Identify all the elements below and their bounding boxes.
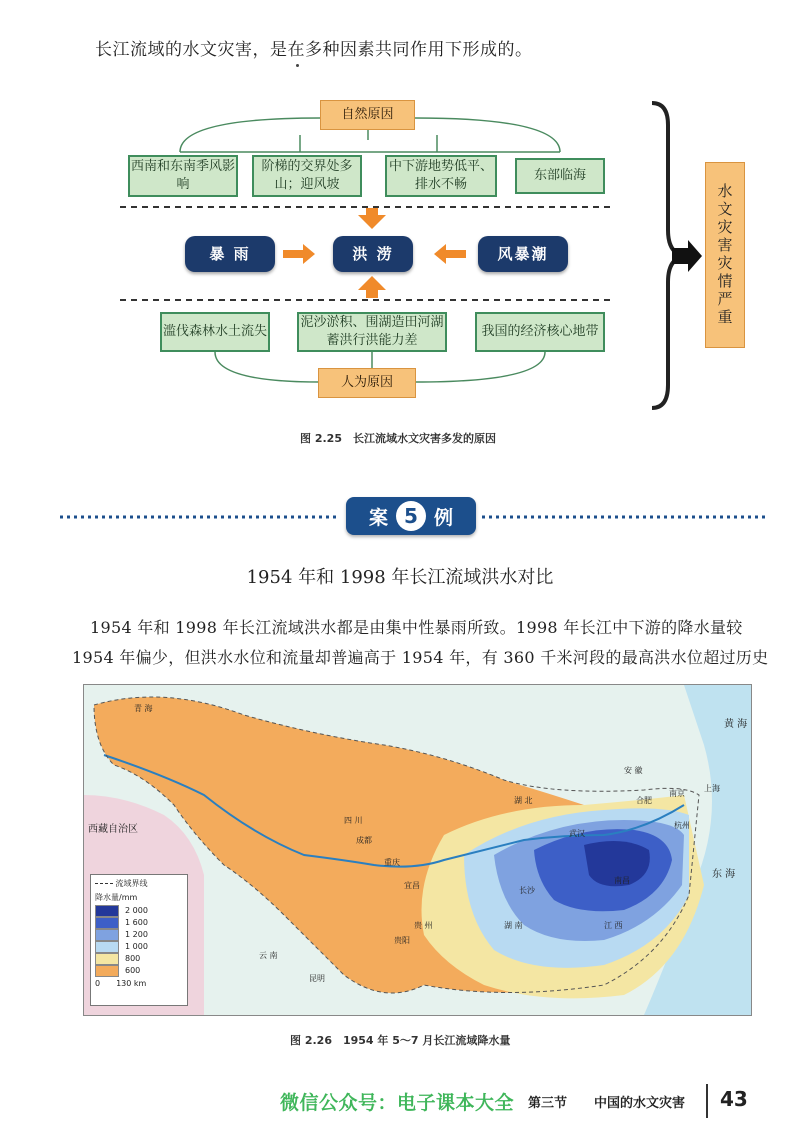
label-chongqing: 重庆	[384, 858, 400, 867]
legend-value: 1 200	[125, 930, 148, 939]
human-cause-box: 人为原因	[318, 368, 416, 398]
natural-cause-box: 自然原因	[320, 100, 415, 130]
legend-value: 1 000	[125, 942, 148, 951]
natural-factor-1: 西南和东南季风影响	[128, 155, 238, 197]
human-factor-2: 泥沙淤积、围湖造田河湖蓄洪行洪能力差	[297, 312, 447, 352]
label-guiyang: 贵阳	[394, 936, 410, 945]
label-hefei: 合肥	[636, 796, 652, 805]
watermark-text: 微信公众号：电子课本大全	[280, 1092, 515, 1114]
case-label-right: 例	[434, 506, 454, 529]
legend-item	[95, 965, 183, 976]
label-huanghai: 黄 海	[724, 719, 748, 730]
legend-swatch	[95, 929, 119, 941]
label-shanghai: 上海	[704, 784, 720, 793]
label-changsha: 长沙	[519, 886, 535, 895]
label-anhui: 安 徽	[624, 766, 643, 775]
human-factor-3: 我国的经济核心地带	[475, 312, 605, 352]
legend-title: 降水量/mm	[95, 893, 138, 902]
label-hangzhou: 杭州	[674, 821, 690, 830]
human-factor-1: 滥伐森林水土流失	[160, 312, 270, 352]
map-scale: 0 130 km	[95, 979, 147, 988]
figure-2-26-caption: 图 2.26 1954 年 5～7 月长江流域降水量	[290, 1034, 511, 1047]
arrow-right-icon	[283, 244, 315, 264]
natural-factor-4: 东部临海	[515, 158, 605, 194]
label-hubei: 湖 北	[514, 796, 533, 805]
label-wuhan: 武汉	[569, 829, 585, 838]
legend-value: 800	[125, 954, 141, 963]
footer-chapter: 中国的水文灾害	[594, 1096, 686, 1111]
label-guizhou: 贵 州	[414, 921, 433, 930]
legend-value: 600	[125, 966, 141, 975]
page-number: 43	[720, 1087, 748, 1111]
flood-box: 洪 涝	[333, 236, 413, 272]
arrow-up-icon	[358, 276, 386, 298]
label-kunming: 昆明	[309, 974, 325, 983]
section-title: 1954 年和 1998 年长江流域洪水对比	[246, 567, 554, 588]
rainstorm-box: 暴 雨	[185, 236, 275, 272]
arrow-down-icon	[358, 208, 386, 229]
diagram-connectors	[0, 0, 800, 430]
label-yichang: 宜昌	[404, 881, 420, 890]
label-xizang: 西藏自治区	[88, 824, 138, 835]
paragraph-line-2: 1954 年偏少，但洪水水位和流量却普遍高于 1954 年，有 360 千米河段的最高洪水位超过历史	[72, 648, 769, 667]
legend-item	[95, 929, 183, 940]
legend-value: 1 600	[125, 918, 148, 927]
legend-items	[91, 905, 187, 976]
case-number: 5	[396, 501, 426, 531]
label-yunnan: 云 南	[259, 951, 278, 960]
case-label-left: 案	[368, 506, 388, 529]
legend-item	[95, 953, 183, 964]
legend-item	[95, 905, 183, 916]
case-badge	[346, 497, 476, 535]
legend-swatch	[95, 941, 119, 953]
paragraph-line-1: 1954 年和 1998 年长江流域洪水都是由集中性暴雨所致。1998 年长江中下游的降水量较	[90, 618, 743, 637]
label-chengdu: 成都	[356, 836, 372, 845]
legend-item	[95, 941, 183, 952]
arrow-result-icon	[672, 240, 702, 272]
legend-value: 2 000	[125, 906, 148, 915]
figure-2-25-caption: 图 2.25 长江流域水文灾害多发的原因	[300, 432, 496, 445]
footer-section: 第三节	[528, 1096, 568, 1111]
label-qinghai: 青 海	[134, 704, 153, 713]
label-donghai: 东 海	[712, 869, 736, 880]
label-jiangxi: 江 西	[604, 921, 623, 930]
footer-divider	[706, 1084, 708, 1118]
natural-factor-2: 阶梯的交界处多山；迎风坡	[252, 155, 362, 197]
map-legend	[90, 874, 188, 1006]
result-box: 水文灾害灾情严重	[705, 162, 745, 348]
intro-text: 长江流域的水文灾害，是在多种因素共同作用下形成的。	[95, 40, 533, 60]
legend-swatch	[95, 953, 119, 965]
legend-swatch	[95, 917, 119, 929]
label-nanchang: 南昌	[614, 876, 630, 885]
label-sichuan: 四 川	[344, 816, 363, 825]
label-nanjing: 南京	[669, 789, 685, 798]
storm-surge-box: 风暴潮	[478, 236, 568, 272]
arrow-left-icon	[434, 244, 466, 264]
legend-swatch	[95, 905, 119, 917]
legend-swatch	[95, 965, 119, 977]
natural-factor-3: 中下游地势低平、排水不畅	[385, 155, 497, 197]
label-hunan: 湖 南	[504, 921, 523, 930]
legend-boundary: 流域界线	[95, 878, 183, 889]
legend-item	[95, 917, 183, 928]
